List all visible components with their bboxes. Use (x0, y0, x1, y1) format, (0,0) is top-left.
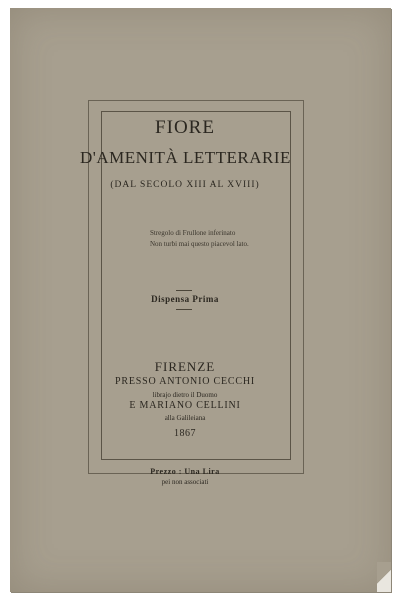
title-line-2: D'AMENITÀ LETTERARIE (80, 148, 291, 167)
epigraph-line-2: Non turbi mai questo piacevol lato. (150, 240, 249, 248)
publication-year: 1867 (174, 428, 196, 439)
subtitle: (DAL SECOLO XIII AL XVIII) (110, 180, 260, 190)
divider-bottom (176, 309, 192, 310)
title-line-1: FIORE (155, 117, 215, 138)
price: Prezzo : Una Lira (150, 467, 220, 476)
price-note: pei non associati (161, 478, 209, 486)
publisher-address: librajo dietro il Duomo (152, 391, 218, 399)
printer: E MARIANO CELLINI (129, 400, 241, 411)
printer-address: alla Galileiana (164, 414, 206, 422)
installment-label: Dispensa Prima (151, 294, 219, 304)
city: FIRENZE (154, 359, 216, 374)
divider-top (176, 290, 192, 291)
epigraph-line-1: Stregolo di Frullone inferinato (150, 229, 236, 237)
publisher: PRESSO ANTONIO CECCHI (115, 376, 255, 387)
